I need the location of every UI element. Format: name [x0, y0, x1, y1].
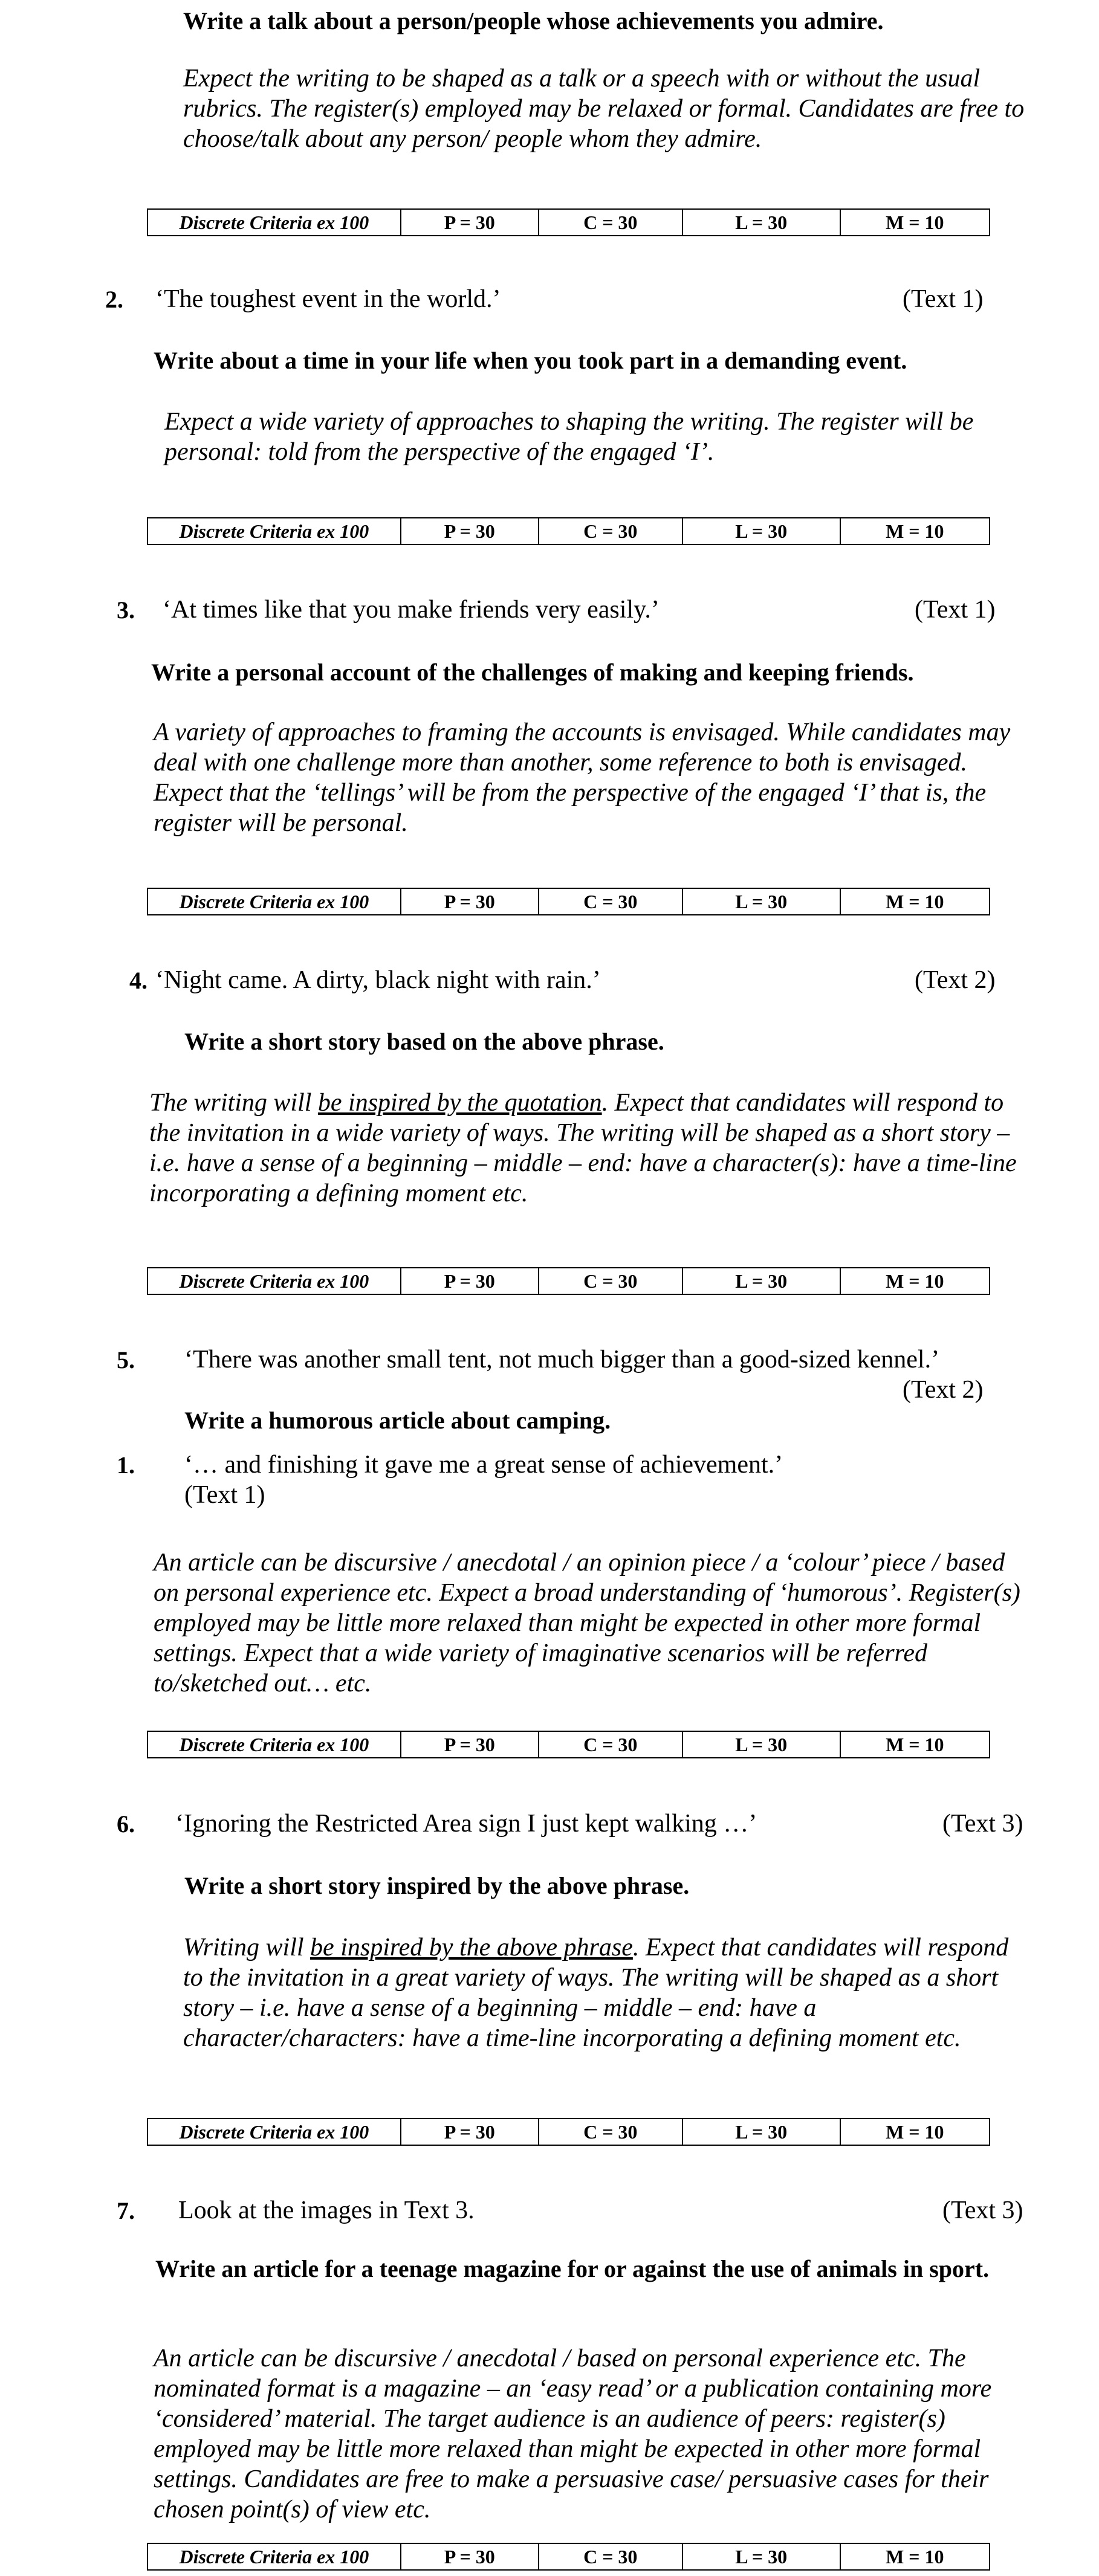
criteria-table — [147, 2543, 990, 2571]
criteria-label: Discrete Criteria ex 100 — [148, 1731, 401, 1758]
criteria-m: M = 10 — [840, 1268, 990, 1294]
question-task: Write a short story based on the above phrase. — [184, 1028, 664, 1055]
criteria-label: Discrete Criteria ex 100 — [148, 1268, 401, 1294]
criteria-label: Discrete Criteria ex 100 — [148, 2119, 401, 2145]
criteria-l: L = 30 — [682, 1731, 840, 1758]
question-task: Write about a time in your life when you took part in a demanding event. — [154, 347, 907, 374]
question-source: (Text 1) — [915, 596, 996, 624]
question-task: Write an article for a teenage magazine for or against the use of animals in sport. — [155, 2255, 990, 2282]
criteria-p: P = 30 — [401, 518, 539, 544]
question-number: 3. — [117, 596, 135, 624]
criteria-table — [147, 2118, 990, 2146]
criteria-c: C = 30 — [539, 2119, 682, 2145]
criteria-c: C = 30 — [539, 2543, 682, 2570]
criteria-table — [147, 517, 990, 545]
criteria-label: Discrete Criteria ex 100 — [148, 209, 401, 236]
question-task: Write a humorous article about camping. — [184, 1407, 611, 1434]
intro-task: Write a talk about a person/people whose achievements you admire. — [183, 7, 884, 34]
question-number: 4. — [129, 967, 148, 994]
sub-question-quote: ‘… and finishing it gave me a great sense of achievement.’ — [184, 1451, 783, 1479]
question-source: (Text 3) — [942, 1810, 1023, 1838]
question-quote: ‘There was another small tent, not much bigger than a good-sized kennel.’ — [184, 1346, 940, 1374]
question-guidance: Expect a wide variety of approaches to shaping the writing. The register will be personal: told from the perspective of the engaged ‘I’. — [164, 408, 974, 466]
criteria-c: C = 30 — [539, 888, 682, 915]
criteria-p: P = 30 — [401, 888, 539, 915]
criteria-l: L = 30 — [682, 209, 840, 236]
criteria-c: C = 30 — [539, 1731, 682, 1758]
criteria-l: L = 30 — [682, 2543, 840, 2570]
question-guidance: The writing will be inspired by the quotation. Expect that candidates will respond to the invitation in a wide variety of ways. The writing will be shaped as a short story – i.e. have a sense of a beginning – middle – end: have a character(s): have a time-line incorporating a defining moment etc. — [149, 1089, 1017, 1207]
criteria-p: P = 30 — [401, 1268, 539, 1294]
question-guidance: A variety of approaches to framing the accounts is envisaged. While candidates may deal with one challenge more than another, some reference to both is envisaged. Expect that the ‘tellings’ will be from the perspective of the engaged ‘I’ that is, the register will be personal. — [154, 718, 1011, 837]
criteria-label: Discrete Criteria ex 100 — [148, 518, 401, 544]
criteria-c: C = 30 — [539, 1268, 682, 1294]
criteria-m: M = 10 — [840, 2119, 990, 2145]
criteria-l: L = 30 — [682, 888, 840, 915]
criteria-p: P = 30 — [401, 2543, 539, 2570]
criteria-label: Discrete Criteria ex 100 — [148, 2543, 401, 2570]
question-guidance: An article can be discursive / anecdotal / based on personal experience etc. The nominated format is a magazine – an ‘easy read’ or a publication containing more ‘considered’ material. The target audience is an audience of peers: register(s) employed may be little more relaxed than might be expected in other more formal settings. Candidates are free to make a persuasive case/ persuasive cases for their chosen point(s) of view etc. — [154, 2345, 992, 2523]
criteria-table — [147, 1731, 990, 1758]
criteria-c: C = 30 — [539, 209, 682, 236]
question-guidance: Writing will be inspired by the above phrase. Expect that candidates will respond to the invitation in a great variety of ways. The writing will be shaped as a short story – i.e. have a sense of a beginning – middle – end: have a character/characters: have a time-line incorporating a defining moment etc. — [183, 1934, 1009, 2052]
question-task: Write a personal account of the challenges of making and keeping friends. — [151, 659, 914, 686]
criteria-l: L = 30 — [682, 2119, 840, 2145]
question-quote: ‘Night came. A dirty, black night with rain.’ — [155, 966, 601, 994]
criteria-p: P = 30 — [401, 2119, 539, 2145]
criteria-l: L = 30 — [682, 1268, 840, 1294]
question-quote: Look at the images in Text 3. — [178, 2197, 475, 2224]
criteria-l: L = 30 — [682, 518, 840, 544]
sub-question-number: 1. — [117, 1451, 135, 1479]
criteria-m: M = 10 — [840, 888, 990, 915]
sub-question-source: (Text 1) — [184, 1481, 265, 1509]
question-source: (Text 3) — [942, 2197, 1023, 2224]
criteria-table — [147, 1267, 990, 1295]
question-source: (Text 1) — [903, 285, 984, 313]
question-source: (Text 2) — [903, 1376, 984, 1404]
criteria-table — [147, 208, 990, 236]
criteria-m: M = 10 — [840, 518, 990, 544]
question-guidance: An article can be discursive / anecdotal / an opinion piece / a ‘colour’ piece / based on personal experience etc. Expect a broad understanding of ‘humorous’. Register(s) employed may be little more relaxed than might be expected in other more formal settings. Expect that a wide variety of imaginative scenarios will be referred to/sketched out… etc. — [154, 1549, 1020, 1697]
question-number: 2. — [105, 286, 123, 313]
criteria-label: Discrete Criteria ex 100 — [148, 888, 401, 915]
criteria-p: P = 30 — [401, 209, 539, 236]
question-task: Write a short story inspired by the above phrase. — [184, 1872, 690, 1899]
criteria-table — [147, 888, 990, 915]
question-number: 7. — [117, 2197, 135, 2224]
question-quote: ‘The toughest event in the world.’ — [155, 285, 501, 313]
criteria-p: P = 30 — [401, 1731, 539, 1758]
criteria-m: M = 10 — [840, 209, 990, 236]
intro-guidance: Expect the writing to be shaped as a talk or a speech with or without the usual rubrics. The register(s) employed may be relaxed or formal. Candidates are free to choose/talk about any person/ people whom they admire. — [183, 65, 1025, 153]
criteria-c: C = 30 — [539, 518, 682, 544]
question-number: 6. — [117, 1810, 135, 1838]
criteria-m: M = 10 — [840, 1731, 990, 1758]
question-source: (Text 2) — [915, 966, 996, 994]
question-quote: ‘At times like that you make friends very easily.’ — [163, 596, 660, 624]
criteria-m: M = 10 — [840, 2543, 990, 2570]
question-number: 5. — [117, 1346, 135, 1374]
question-quote: ‘Ignoring the Restricted Area sign I just kept walking …’ — [175, 1810, 757, 1838]
